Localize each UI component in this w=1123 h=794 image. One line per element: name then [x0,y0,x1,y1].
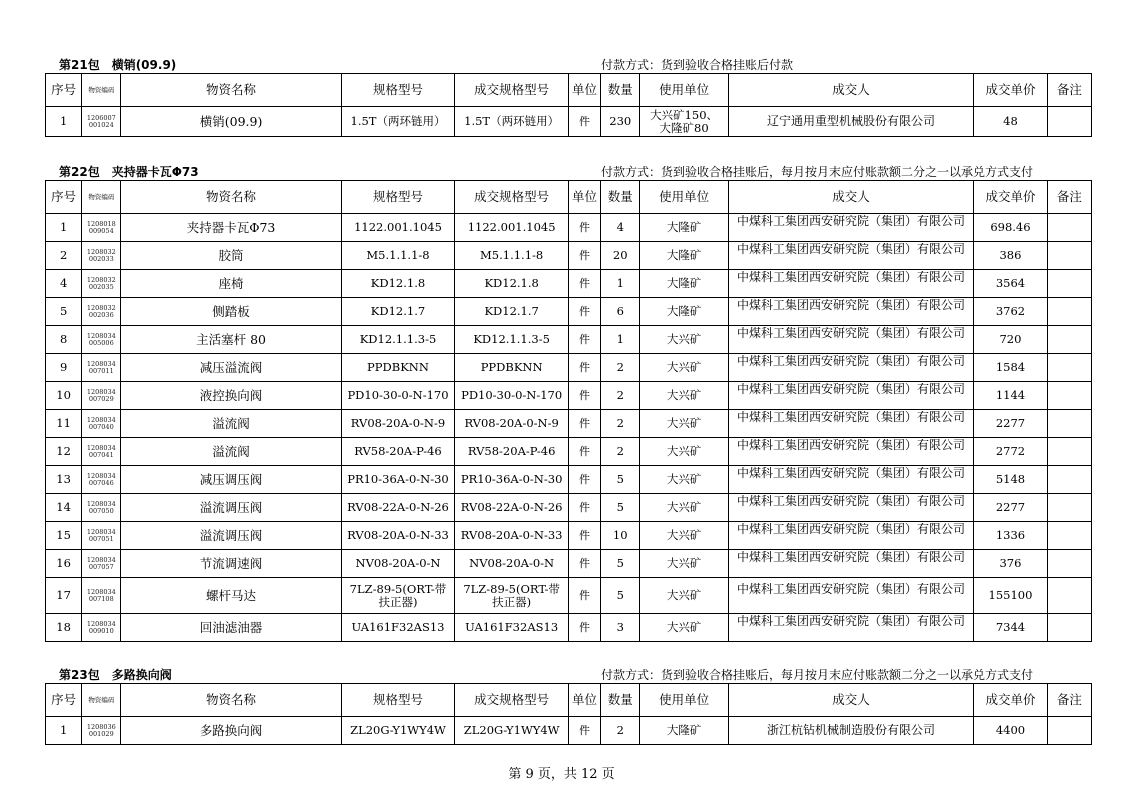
cell-qty: 3 [601,614,640,642]
cell-code: 1208034 007057 [82,550,121,578]
table-header-row [46,684,1092,717]
cell-unit: 件 [568,107,600,137]
column-header-qty: 数量 [601,684,640,717]
cell-buyer [728,270,973,298]
cell-user: 大兴矿 [640,382,729,410]
buyer-name: 中煤科工集团西安研究院（集团）有限公司 [737,614,966,628]
cell-buyer [728,214,973,242]
cell-qty: 5 [601,578,640,614]
cell-user: 大兴矿 [640,410,729,438]
cell-buyer [728,550,973,578]
cell-qty: 2 [601,438,640,466]
cell-unit: 件 [568,298,600,326]
cell-buyer [728,438,973,466]
cell-name: 溢流调压阀 [121,522,341,550]
column-header-unit: 单位 [568,181,600,214]
cell-spec: NV08-20A-0-N [341,550,455,578]
cell-deal-spec: KD12.1.1.3-5 [455,326,569,354]
column-header-user: 使用单位 [640,684,729,717]
cell-user: 大兴矿 [640,550,729,578]
buyer-name: 中煤科工集团西安研究院（集团）有限公司 [737,582,966,596]
cell-buyer [728,326,973,354]
cell-name: 侧踏板 [121,298,341,326]
cell-price: 386 [974,242,1047,270]
cell-price: 7344 [974,614,1047,642]
cell-deal-spec: 7LZ-89-5(ORT-带 扶正器) [455,578,569,614]
cell-code: 1208034 007040 [82,410,121,438]
cell-spec: 7LZ-89-5(ORT-带 扶正器) [341,578,455,614]
cell-price: 720 [974,326,1047,354]
cell-price: 48 [974,107,1047,137]
cell-qty: 2 [601,717,640,745]
cell-spec: M5.1.1.1-8 [341,242,455,270]
cell-code: 1208034 009010 [82,614,121,642]
cell-unit: 件 [568,717,600,745]
column-header-note: 备注 [1047,684,1091,717]
cell-spec: KD12.1.7 [341,298,455,326]
cell-qty: 20 [601,242,640,270]
cell-spec: PR10-36A-0-N-30 [341,466,455,494]
cell-spec: 1.5T（两环链用） [341,107,455,137]
cell-spec: KD12.1.1.3-5 [341,326,455,354]
column-header-qty: 数量 [601,74,640,107]
buyer-name: 中煤科工集团西安研究院（集团）有限公司 [737,214,966,228]
column-header-spec: 规格型号 [341,74,455,107]
table-row [46,466,1092,494]
cell-seq: 11 [46,410,82,438]
cell-note [1047,410,1091,438]
buyer-name: 中煤科工集团西安研究院（集团）有限公司 [737,494,966,508]
package-title: 第22包 夹持器卡瓦Φ73 [59,165,199,179]
cell-buyer [728,466,973,494]
cell-name: 螺杆马达 [121,578,341,614]
table-header-row [46,181,1092,214]
cell-unit: 件 [568,494,600,522]
cell-deal-spec: M5.1.1.1-8 [455,242,569,270]
column-header-seq: 序号 [46,684,82,717]
cell-name: 溢流阀 [121,438,341,466]
cell-deal-spec: KD12.1.7 [455,298,569,326]
buyer-name: 中煤科工集团西安研究院（集团）有限公司 [737,438,966,452]
table-row [46,614,1092,642]
cell-note [1047,270,1091,298]
cell-buyer [728,614,973,642]
column-header-price: 成交单价 [974,74,1047,107]
column-header-deal-spec: 成交规格型号 [455,684,569,717]
cell-seq: 17 [46,578,82,614]
cell-buyer [728,298,973,326]
cell-buyer [728,578,973,614]
cell-unit: 件 [568,438,600,466]
payment-terms: 付款方式：货到验收合格挂账后，每月按月末应付账款额二分之一以承兑方式支付 [601,668,1034,682]
cell-seq: 10 [46,382,82,410]
cell-note [1047,298,1091,326]
cell-qty: 10 [601,522,640,550]
cell-code: 1208018 009054 [82,214,121,242]
cell-qty: 2 [601,382,640,410]
cell-note [1047,242,1091,270]
cell-price: 1336 [974,522,1047,550]
cell-buyer [728,354,973,382]
cell-unit: 件 [568,578,600,614]
table-row [46,107,1092,137]
cell-name: 多路换向阀 [121,717,341,745]
cell-seq: 13 [46,466,82,494]
column-header-user: 使用单位 [640,74,729,107]
cell-price: 2277 [974,410,1047,438]
buyer-name: 中煤科工集团西安研究院（集团）有限公司 [737,270,966,284]
cell-price: 1144 [974,382,1047,410]
cell-name: 横销(09.9) [121,107,341,137]
cell-buyer [728,242,973,270]
cell-deal-spec: PPDBKNN [455,354,569,382]
cell-code: 1206007 001024 [82,107,121,137]
cell-buyer [728,107,973,137]
cell-user: 大隆矿 [640,270,729,298]
cell-spec: KD12.1.8 [341,270,455,298]
cell-price: 698.46 [974,214,1047,242]
buyer-name: 中煤科工集团西安研究院（集团）有限公司 [737,466,966,480]
items-table [45,180,1092,642]
cell-code: 1208034 007046 [82,466,121,494]
column-header-unit: 单位 [568,684,600,717]
column-header-buyer: 成交人 [728,181,973,214]
cell-price: 3564 [974,270,1047,298]
cell-note [1047,522,1091,550]
cell-user: 大兴矿 [640,494,729,522]
cell-price: 3762 [974,298,1047,326]
cell-user: 大隆矿 [640,298,729,326]
payment-terms: 付款方式：货到验收合格挂账后，每月按月末应付账款额二分之一以承兑方式支付 [601,165,1034,179]
column-header-unit: 单位 [568,74,600,107]
cell-user: 大隆矿 [640,214,729,242]
cell-seq: 18 [46,614,82,642]
cell-seq: 15 [46,522,82,550]
cell-seq: 1 [46,717,82,745]
cell-deal-spec: NV08-20A-0-N [455,550,569,578]
cell-unit: 件 [568,466,600,494]
cell-price: 5148 [974,466,1047,494]
cell-deal-spec: PR10-36A-0-N-30 [455,466,569,494]
table-row [46,354,1092,382]
cell-price: 2772 [974,438,1047,466]
column-header-code: 物资编码 [82,74,121,107]
cell-user: 大隆矿 [640,242,729,270]
page-footer: 第 9 页，共 12 页 [508,767,615,782]
cell-buyer [728,717,973,745]
column-header-qty: 数量 [601,181,640,214]
buyer-name: 中煤科工集团西安研究院（集团）有限公司 [737,326,966,340]
cell-name: 溢流阀 [121,410,341,438]
cell-user: 大兴矿 [640,522,729,550]
cell-qty: 1 [601,270,640,298]
cell-buyer [728,382,973,410]
cell-spec: PD10-30-0-N-170 [341,382,455,410]
cell-name: 减压调压阀 [121,466,341,494]
cell-buyer [728,410,973,438]
column-header-price: 成交单价 [974,181,1047,214]
cell-deal-spec: 1122.001.1045 [455,214,569,242]
column-header-buyer: 成交人 [728,684,973,717]
cell-code: 1208032 002035 [82,270,121,298]
cell-user: 大兴矿 [640,326,729,354]
cell-spec: PPDBKNN [341,354,455,382]
table-row [46,494,1092,522]
cell-unit: 件 [568,354,600,382]
cell-code: 1208032 002036 [82,298,121,326]
cell-unit: 件 [568,550,600,578]
cell-note [1047,717,1091,745]
buyer-name: 浙江杭钻机械制造股份有限公司 [767,724,936,737]
column-header-code: 物资编码 [82,181,121,214]
cell-qty: 230 [601,107,640,137]
cell-name: 回油滤油器 [121,614,341,642]
table-row [46,326,1092,354]
cell-unit: 件 [568,214,600,242]
cell-note [1047,382,1091,410]
cell-price: 1584 [974,354,1047,382]
column-header-spec: 规格型号 [341,684,455,717]
cell-qty: 6 [601,298,640,326]
column-header-buyer: 成交人 [728,74,973,107]
cell-name: 主活塞杆 80 [121,326,341,354]
cell-name: 减压溢流阀 [121,354,341,382]
cell-qty: 1 [601,326,640,354]
package-block [45,667,1092,745]
cell-qty: 2 [601,354,640,382]
column-header-name: 物资名称 [121,74,341,107]
cell-price: 2277 [974,494,1047,522]
column-header-deal-spec: 成交规格型号 [455,181,569,214]
cell-price: 376 [974,550,1047,578]
cell-code: 1208034 007011 [82,354,121,382]
table-row [46,522,1092,550]
package-title: 第23包 多路换向阀 [59,668,172,682]
cell-code: 1208034 007050 [82,494,121,522]
cell-note [1047,107,1091,137]
cell-seq: 5 [46,298,82,326]
cell-deal-spec: RV08-22A-0-N-26 [455,494,569,522]
cell-seq: 2 [46,242,82,270]
table-row [46,270,1092,298]
cell-code: 1208034 005006 [82,326,121,354]
cell-seq: 1 [46,107,82,137]
buyer-name: 中煤科工集团西安研究院（集团）有限公司 [737,550,966,564]
column-header-seq: 序号 [46,181,82,214]
column-header-name: 物资名称 [121,684,341,717]
cell-buyer [728,522,973,550]
table-row [46,550,1092,578]
package-title: 第21包 横销(09.9) [59,58,177,72]
cell-note [1047,494,1091,522]
cell-spec: 1122.001.1045 [341,214,455,242]
cell-seq: 9 [46,354,82,382]
cell-unit: 件 [568,614,600,642]
column-header-code: 物资编码 [82,684,121,717]
cell-name: 节流调速阀 [121,550,341,578]
cell-qty: 2 [601,410,640,438]
cell-deal-spec: ZL20G-Y1WY4W [455,717,569,745]
cell-spec: UA161F32AS13 [341,614,455,642]
cell-unit: 件 [568,382,600,410]
cell-qty: 4 [601,214,640,242]
cell-user: 大兴矿 [640,466,729,494]
cell-seq: 1 [46,214,82,242]
cell-code: 1208034 007029 [82,382,121,410]
cell-code: 1208032 002033 [82,242,121,270]
table-row [46,242,1092,270]
package-block [45,164,1092,642]
cell-code: 1208034 007108 [82,578,121,614]
cell-name: 座椅 [121,270,341,298]
cell-seq: 8 [46,326,82,354]
buyer-name: 辽宁通用重型机械股份有限公司 [767,115,936,128]
cell-note [1047,354,1091,382]
cell-code: 1208036 001029 [82,717,121,745]
column-header-deal-spec: 成交规格型号 [455,74,569,107]
cell-deal-spec: RV58-20A-P-46 [455,438,569,466]
cell-name: 夹持器卡瓦Φ73 [121,214,341,242]
cell-seq: 4 [46,270,82,298]
cell-spec: RV08-22A-0-N-26 [341,494,455,522]
table-row [46,717,1092,745]
cell-note [1047,578,1091,614]
cell-unit: 件 [568,522,600,550]
cell-qty: 5 [601,494,640,522]
payment-terms: 付款方式：货到验收合格挂账后付款 [601,58,794,72]
cell-deal-spec: RV08-20A-0-N-33 [455,522,569,550]
cell-code: 1208034 007051 [82,522,121,550]
table-row [46,382,1092,410]
cell-note [1047,550,1091,578]
cell-unit: 件 [568,326,600,354]
cell-deal-spec: KD12.1.8 [455,270,569,298]
buyer-name: 中煤科工集团西安研究院（集团）有限公司 [737,522,966,536]
cell-unit: 件 [568,242,600,270]
cell-user: 大兴矿150、 大隆矿80 [640,107,729,137]
cell-user: 大兴矿 [640,614,729,642]
cell-spec: RV08-20A-0-N-33 [341,522,455,550]
column-header-user: 使用单位 [640,181,729,214]
cell-user: 大兴矿 [640,578,729,614]
items-table [45,73,1092,137]
cell-spec: RV08-20A-0-N-9 [341,410,455,438]
buyer-name: 中煤科工集团西安研究院（集团）有限公司 [737,382,966,396]
cell-name: 胶筒 [121,242,341,270]
cell-note [1047,214,1091,242]
cell-spec: ZL20G-Y1WY4W [341,717,455,745]
cell-price: 155100 [974,578,1047,614]
cell-seq: 16 [46,550,82,578]
package-block [45,57,1092,137]
cell-note [1047,466,1091,494]
cell-deal-spec: UA161F32AS13 [455,614,569,642]
column-header-note: 备注 [1047,74,1091,107]
cell-note [1047,326,1091,354]
buyer-name: 中煤科工集团西安研究院（集团）有限公司 [737,298,966,312]
cell-note [1047,614,1091,642]
cell-unit: 件 [568,410,600,438]
cell-seq: 12 [46,438,82,466]
column-header-name: 物资名称 [121,181,341,214]
table-row [46,438,1092,466]
buyer-name: 中煤科工集团西安研究院（集团）有限公司 [737,410,966,424]
items-table [45,683,1092,745]
cell-unit: 件 [568,270,600,298]
cell-deal-spec: 1.5T（两环链用） [455,107,569,137]
cell-user: 大兴矿 [640,354,729,382]
cell-spec: RV58-20A-P-46 [341,438,455,466]
cell-note [1047,438,1091,466]
cell-user: 大兴矿 [640,438,729,466]
cell-name: 液控换向阀 [121,382,341,410]
cell-qty: 5 [601,550,640,578]
table-row [46,298,1092,326]
cell-user: 大隆矿 [640,717,729,745]
column-header-price: 成交单价 [974,684,1047,717]
cell-code: 1208034 007041 [82,438,121,466]
cell-buyer [728,494,973,522]
cell-seq: 14 [46,494,82,522]
buyer-name: 中煤科工集团西安研究院（集团）有限公司 [737,242,966,256]
table-header-row [46,74,1092,107]
cell-deal-spec: PD10-30-0-N-170 [455,382,569,410]
column-header-spec: 规格型号 [341,181,455,214]
table-row [46,578,1092,614]
table-row [46,410,1092,438]
cell-qty: 5 [601,466,640,494]
cell-price: 4400 [974,717,1047,745]
cell-name: 溢流调压阀 [121,494,341,522]
buyer-name: 中煤科工集团西安研究院（集团）有限公司 [737,354,966,368]
column-header-note: 备注 [1047,181,1091,214]
cell-deal-spec: RV08-20A-0-N-9 [455,410,569,438]
table-row [46,214,1092,242]
column-header-seq: 序号 [46,74,82,107]
